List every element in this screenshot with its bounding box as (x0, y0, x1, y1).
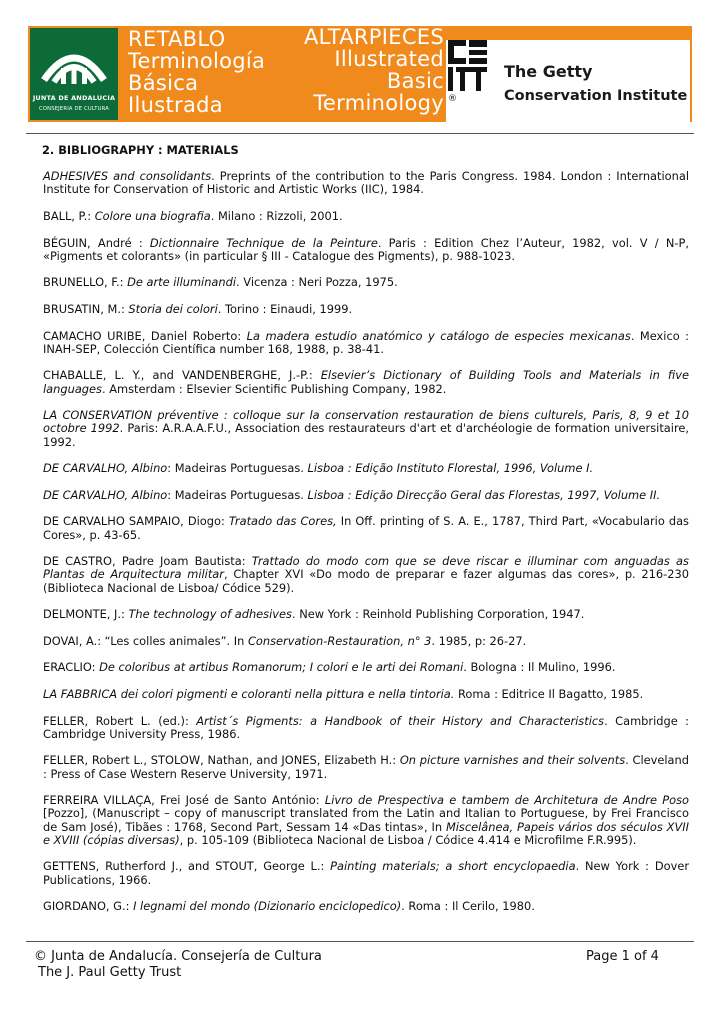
entry-text: . Roma : Il Cerilo, 1980. (401, 899, 535, 914)
entry-text: . Vicenza : Neri Pozza, 1975. (236, 275, 398, 290)
entry-text: . Cleveland : Press of Case Western Reserve University, 1971. (43, 753, 689, 781)
bibliography-entry (43, 794, 689, 847)
bibliography-entry (43, 900, 689, 913)
entry-text: BRUNELLO, F.: (43, 275, 128, 290)
header-divider (26, 133, 694, 134)
en-title-line: Basic (386, 69, 444, 93)
entry-text: FERREIRA VILLAÇA, Frei José de Santo António: (43, 793, 325, 808)
entry-text: : Madeiras Portuguesas. (167, 461, 308, 476)
footer-credits (34, 949, 322, 981)
junta-arch-icon (30, 28, 118, 94)
bibliography-entry (43, 462, 689, 475)
entry-text: BÉGUIN, André : (43, 235, 150, 250)
getty-name-line2: Conservation Institute (504, 88, 688, 104)
en-title-line: Terminology (313, 91, 444, 115)
footer-trust: The J. Paul Getty Trust (38, 965, 182, 980)
entry-text: CHABALLE, L. Y., and VANDENBERGHE, J.-P.: (43, 368, 321, 383)
entry-text: GETTENS, Rutherford J., and STOUT, George L.: (43, 859, 331, 874)
entry-title-text: The technology of adhesives (128, 607, 292, 622)
entry-title-text: La madera estudio anatómico y catálogo de especies mexicanas (246, 328, 631, 343)
footer-copyright: © Junta de Andalucía. Consejería de Cultura (34, 949, 322, 964)
entry-text: BALL, P.: (43, 209, 95, 223)
bibliography-entry (43, 330, 689, 356)
entry-title-text: Dictionnaire Technique de la Peinture (149, 235, 378, 250)
bibliography-entry (43, 210, 689, 223)
spanish-title (128, 28, 265, 116)
entry-title-text: Trattado do modo com que se deve riscar e illuminar com anguadas as Plantas de Arquitectura militar (43, 554, 689, 582)
entry-title-text: Elsevier’s Dictionary of Building Tools and Materials in five languages (43, 368, 689, 396)
entry-title-text: Conservation-Restauration, n° 3 (247, 633, 432, 648)
entry-text: , p. 105-109 (Biblioteca Nacional de Lisboa / Códice 4.414 e Microfilme F.R.995). (179, 832, 637, 847)
entry-title-text: Livro de Prespectiva e tambem de Architetura de Andre Poso (324, 793, 689, 808)
entry-text: . Cambridge : Cambridge University Press, 1986. (43, 713, 689, 741)
page-number: Page 1 of 4 (586, 949, 659, 964)
entry-text: Roma : Editrice Il Bagatto, 1985. (454, 686, 644, 701)
entry-text: FELLER, Robert L., STOLOW, Nathan, and JONES, Elizabeth H.: (43, 753, 400, 768)
entry-text: . Paris : Edition Chez l’Auteur, 1982, vol. V / N-P, «Pigments et colorants» (in particular § III - Catalogue des Pigments), p. 988-1023. (43, 235, 689, 263)
entry-text: BRUSATIN, M.: (43, 301, 129, 316)
es-title-line: Básica (128, 71, 199, 95)
entry-text: . New York : Dover Publications, 1966. (43, 859, 690, 887)
en-title-line: Illustrated (334, 47, 444, 71)
entry-text: . Paris: A.R.A.A.F.U., Association des restaurateurs d'art et d'archéologie de formation universitaire, 1992. (43, 421, 690, 449)
entry-text: FELLER, Robert L. (ed.): (43, 713, 197, 728)
bibliography-entry (43, 715, 689, 741)
entry-text: GIORDANO, G.: (43, 899, 134, 914)
bibliography-entry (43, 608, 689, 621)
entry-title-text: Colore una biografia (94, 209, 211, 223)
entry-title-text: LA CONSERVATION préventive : colloque sur la conservation restauration de biens culturels, Paris, 8, 9 et 10 octobre 1992 (43, 408, 689, 436)
entry-text: DE CASTRO, Padre Joam Bautista: (43, 554, 252, 569)
entry-text: ERACLIO: (43, 660, 100, 675)
entry-text: . Bologna : Il Mulino, 1996. (463, 660, 616, 675)
entry-title-text: De coloribus at artibus Romanorum; I colori e le arti dei Romani (99, 660, 464, 675)
entry-text: . Preprints of the contribution to the Paris Congress. 1984. London : International Institute for Conservation of Historic and Artistic Works (IIC), 1984. (43, 169, 690, 197)
bibliography-entry (43, 635, 689, 648)
entry-title-text: DE CARVALHO, Albino (43, 487, 168, 502)
registered-mark: ® (448, 94, 457, 104)
header-banner (28, 26, 692, 122)
entry-title-text: LA FABBRICA dei colori pigmenti e coloranti nella pittura e nella tintoria. (43, 686, 455, 701)
entry-text: . 1985, p: 26-27. (431, 633, 527, 648)
entry-text: . Torino : Einaudi, 1999. (217, 301, 353, 316)
entry-text: , Chapter XVI «Do modo de preparar e fazer algumas das cores», p. 216-230 (Biblioteca Nacional de Lisboa/ Códice 529). (43, 567, 689, 595)
es-title-line: Ilustrada (128, 93, 223, 117)
entry-title-text: Tratado das Cores, (228, 514, 337, 529)
entry-title-text: Lisboa : Edição Instituto Florestal, 1996, Volume I. (307, 461, 594, 476)
bibliography-entry (43, 303, 689, 316)
es-title-line: RETABLO (128, 27, 226, 51)
footer-divider (26, 941, 694, 942)
getty-logo (446, 40, 690, 122)
entry-title-text: I legnami del mondo (Dizionario enciclopedico) (133, 899, 402, 914)
bibliography-body (43, 144, 689, 927)
en-title-line: ALTARPIECES (303, 25, 444, 49)
entry-text: [Pozzo], (Manuscript – copy of manuscript translated from the Latin and Italian to Portuguese, by Frei Francisco de Sam José), Tibães : 1768, Second Part, Sessam 14 «Das tintas», In (43, 806, 689, 834)
entry-text: DE CARVALHO SAMPAIO, Diogo: (43, 514, 229, 529)
entry-text: DELMONTE, J.: (43, 607, 129, 622)
entry-title-text: Storia dei colori (128, 301, 218, 316)
logo-name-line2: CONSEJERIA DE CULTURA (39, 106, 109, 112)
bibliography-entry (43, 754, 689, 780)
entry-text: In Off. printing of S. A. E., 1787, Third Part, «Vocabulario das Cores», p. 43-65. (43, 514, 689, 542)
getty-name-line1: The Getty (504, 62, 593, 81)
bibliography-entry (43, 170, 689, 196)
bibliography-entry (43, 555, 689, 595)
bibliography-entry (43, 489, 689, 502)
bibliography-entry (43, 661, 689, 674)
getty-mark-icon (448, 40, 488, 94)
logo-name-line1: JUNTA DE ANDALUCIA (32, 94, 116, 102)
bibliography-entry (43, 860, 689, 886)
entry-text: . Mexico : INAH-SEP, Colección Científica number 168, 1988, p. 38-41. (43, 328, 689, 356)
bibliography-entry (43, 369, 689, 395)
entry-title-text: Painting materials; a short encyclopaedia (330, 859, 576, 874)
entry-title-text: On picture varnishes and their solvents (399, 753, 626, 768)
entry-text: CAMACHO URIBE, Daniel Roberto: (43, 328, 247, 343)
entry-text: . New York : Reinhold Publishing Corporation, 1947. (291, 607, 585, 622)
entry-title-text: Miscelânea, Papeis vários dos séculos XVII e XVIII (cópias diversas) (43, 819, 689, 847)
entry-title-text: Artist´s Pigments: a Handbook of their History and Characteristics (196, 713, 605, 728)
entry-title-text: DE CARVALHO, Albino (43, 461, 168, 476)
entry-text: DOVAI, A.: “Les colles animales”. In (43, 633, 248, 648)
entry-title-text: ADHESIVES and consolidants (43, 169, 212, 184)
entry-text: . Amsterdam : Elsevier Scientific Publishing Company, 1982. (101, 381, 447, 396)
entry-title-text: Lisboa : Edição Direcção Geral das Florestas, 1997, Volume II. (307, 487, 661, 502)
bibliography-entry (43, 515, 689, 541)
junta-andalucia-logo (30, 28, 118, 120)
entry-text: . Milano : Rizzoli, 2001. (210, 209, 343, 223)
english-title (286, 26, 444, 114)
es-title-line: Terminología (128, 49, 266, 73)
bibliography-list (43, 170, 689, 913)
bibliography-entry (43, 688, 689, 701)
section-title: 2. BIBLIOGRAPHY : MATERIALS (42, 143, 239, 157)
bibliography-entry (43, 276, 689, 289)
bibliography-entry (43, 409, 689, 449)
bibliography-entry (43, 237, 689, 263)
entry-text: : Madeiras Portuguesas. (167, 487, 308, 502)
entry-title-text: De arte illuminandi (127, 275, 237, 290)
